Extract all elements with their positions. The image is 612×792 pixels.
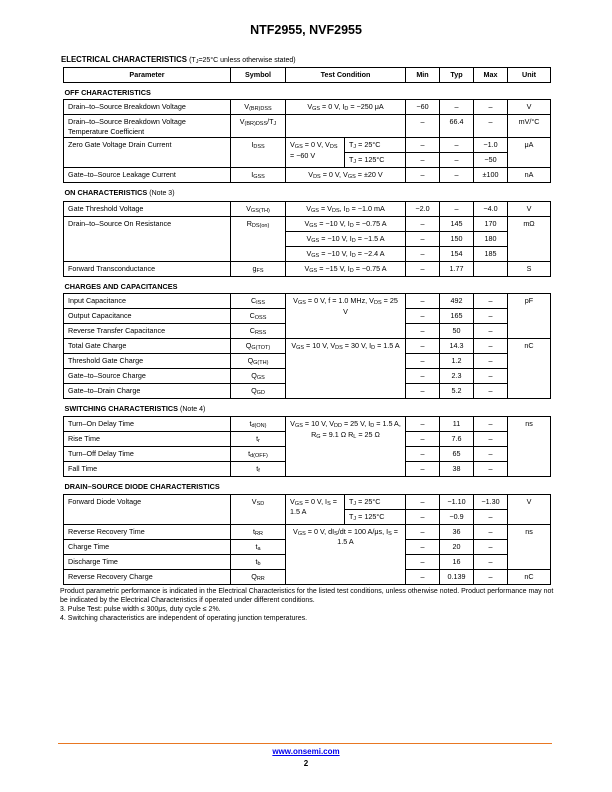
param: Gate–to–Source Leakage Current (64, 168, 231, 183)
min: – (406, 294, 440, 309)
table-row (64, 494, 551, 509)
param: Drain–to–Source Breakdown Voltage (64, 100, 231, 115)
unit: V (508, 201, 551, 216)
unit: mΩ (508, 216, 551, 261)
param: Discharge Time (64, 554, 231, 569)
min: – (406, 354, 440, 369)
footnotes (60, 587, 554, 623)
typ: 154 (440, 246, 474, 261)
param: Reverse Recovery Time (64, 524, 231, 539)
min: – (406, 509, 440, 524)
section-title-text: SWITCHING CHARACTERISTICS (64, 404, 179, 414)
footnote: Product parametric performance is indicated in the Electrical Characteristics for the listed test conditions, unless otherwise noted. Product performance may not be indicated by the Electrical Characteristics if operated under different conditions. (60, 587, 554, 604)
symbol: $C_{OSS}$ (231, 309, 286, 324)
symbol: $V_{(BR)DSS}$ (231, 100, 286, 115)
min: – (406, 554, 440, 569)
typ: 36 (440, 524, 474, 539)
max: – (474, 509, 508, 524)
sub-condition: $T_J = 25^\circ C$ (345, 494, 406, 509)
symbol: $V_{GS(TH)}$ (231, 201, 286, 216)
document-title: NTF2955, NVF2955 (250, 23, 362, 37)
col-header: Min (406, 68, 440, 83)
max: ±100 (474, 168, 508, 183)
symbol: $Q_{RR}$ (231, 569, 286, 584)
condition: $V_{GS} = 0$ V, $V_{DS} = -60$ V (286, 138, 345, 168)
typ: 492 (440, 294, 474, 309)
col-header: Test Condition (286, 68, 406, 83)
typ: – (440, 168, 474, 183)
section-title-row (64, 276, 551, 293)
sub-condition: $T_J = 125^\circ C$ (345, 509, 406, 524)
typ: −0.9 (440, 509, 474, 524)
unit: nC (508, 339, 551, 399)
max: 180 (474, 231, 508, 246)
min: – (406, 524, 440, 539)
section-heading (61, 55, 296, 66)
max: −1.0 (474, 138, 508, 153)
symbol: $I_{GSS}$ (231, 168, 286, 183)
col-header: Symbol (231, 68, 286, 83)
table-row (64, 417, 551, 432)
typ: 150 (440, 231, 474, 246)
max: 185 (474, 246, 508, 261)
footnote: 4. Switching characteristics are independent of operating junction temperatures. (60, 614, 308, 622)
unit: nA (508, 168, 551, 183)
unit: V (508, 100, 551, 115)
table-row (64, 100, 551, 115)
max (474, 261, 508, 276)
heading-note: ($T_J=25^\circ C$ unless otherwise stated) (189, 57, 296, 65)
typ: 65 (440, 447, 474, 462)
condition: $V_{GS} = -10$ V, $I_D = -2.4$ A (286, 246, 406, 261)
symbol: $R_{DS(on)}$ (231, 216, 286, 261)
max: – (474, 384, 508, 399)
typ: 5.2 (440, 384, 474, 399)
sub-condition: $T_J = 25^\circ C$ (345, 138, 406, 153)
param: Forward Transconductance (64, 261, 231, 276)
typ: 20 (440, 539, 474, 554)
min: – (406, 246, 440, 261)
max: – (474, 447, 508, 462)
typ: 50 (440, 324, 474, 339)
param: Rise Time (64, 432, 231, 447)
symbol: $t_{d(OFF)}$ (231, 447, 286, 462)
symbol: $t_{RR}$ (231, 524, 286, 539)
param: Turn–Off Delay Time (64, 447, 231, 462)
max: – (474, 309, 508, 324)
website-link[interactable]: www.onsemi.com (272, 747, 340, 756)
param: Gate–to–Source Charge (64, 369, 231, 384)
condition: $V_{GS} = 10$ V, $V_{DS} = 30$ V, $I_D = 1.5$ A (286, 339, 406, 399)
section-title (64, 183, 551, 201)
param: Drain–to–Source Breakdown Voltage Temperature Coefficient (64, 115, 231, 138)
section-title-row (64, 83, 551, 100)
param: Charge Time (64, 539, 231, 554)
max: 170 (474, 216, 508, 231)
param: Forward Diode Voltage (64, 494, 231, 524)
unit: V (508, 494, 551, 524)
min: – (406, 261, 440, 276)
max: – (474, 354, 508, 369)
max: – (474, 539, 508, 554)
min: – (406, 115, 440, 138)
table-row (64, 168, 551, 183)
param: Gate–to–Drain Charge (64, 384, 231, 399)
min: – (406, 447, 440, 462)
typ: 1.2 (440, 354, 474, 369)
unit: μA (508, 138, 551, 168)
min: – (406, 231, 440, 246)
table-row (64, 115, 551, 138)
param: Drain–to–Source On Resistance (64, 216, 231, 261)
symbol: $I_{DSS}$ (231, 138, 286, 168)
symbol: $t_b$ (231, 554, 286, 569)
param: Output Capacitance (64, 309, 231, 324)
min: – (406, 309, 440, 324)
max: −1.30 (474, 494, 508, 509)
typ: – (440, 153, 474, 168)
symbol: $V_{(BR)DSS}/T_J$ (231, 115, 286, 138)
section-note: (Note 4) (180, 406, 206, 414)
condition: $V_{GS} = 0$ V, $I_D = -250$ μA (286, 100, 406, 115)
col-header: Parameter (64, 68, 231, 83)
min: – (406, 494, 440, 509)
symbol: $Q_{G(TH)}$ (231, 354, 286, 369)
max: – (474, 324, 508, 339)
symbol: $t_{d(ON)}$ (231, 417, 286, 432)
section-title-text: ON CHARACTERISTICS (64, 188, 148, 198)
param: Zero Gate Voltage Drain Current (64, 138, 231, 168)
max: – (474, 554, 508, 569)
min: – (406, 539, 440, 554)
symbol: $V_{SD}$ (231, 494, 286, 524)
col-header: Typ (440, 68, 474, 83)
condition: $V_{GS} = 0$ V, $dI_S/dt = 100$ A/μs, $I_S = 1.5$ A (286, 524, 406, 584)
unit: nC (508, 569, 551, 584)
unit: S (508, 261, 551, 276)
typ: 0.139 (440, 569, 474, 584)
max: – (474, 432, 508, 447)
condition: $V_{GS} = 0$ V, f = 1.0 MHz, $V_{DS} = 25$ V (286, 294, 406, 339)
typ: – (440, 100, 474, 115)
typ: 2.3 (440, 369, 474, 384)
electrical-characteristics-table (63, 67, 551, 585)
min: −2.0 (406, 201, 440, 216)
table-and-notes (60, 67, 554, 623)
param: Total Gate Charge (64, 339, 231, 354)
param: Gate Threshold Voltage (64, 201, 231, 216)
min: – (406, 339, 440, 354)
symbol: $Q_{GD}$ (231, 384, 286, 399)
condition: $V_{GS} = -10$ V, $I_D = -1.5$ A (286, 231, 406, 246)
max: – (474, 462, 508, 477)
symbol: $t_a$ (231, 539, 286, 554)
symbol: $t_r$ (231, 432, 286, 447)
footnote: 3. Pulse Test: pulse width ≤ 300μs, duty cycle ≤ 2%. (60, 605, 221, 613)
col-header: Unit (508, 68, 551, 83)
param: Reverse Transfer Capacitance (64, 324, 231, 339)
table-row (64, 294, 551, 309)
table-row (64, 138, 551, 153)
condition: $V_{GS} = 10$ V, $V_{DD} = 25$ V, $I_D = 1.5$ A, $R_G = 9.1$ Ω $R_L = 25$ Ω (286, 417, 406, 477)
table-row (64, 216, 551, 231)
symbol: $g_{FS}$ (231, 261, 286, 276)
section-title: OFF CHARACTERISTICS (64, 88, 151, 97)
param: Fall Time (64, 462, 231, 477)
min: – (406, 462, 440, 477)
unit: ns (508, 417, 551, 477)
table-row (64, 339, 551, 354)
condition (286, 115, 406, 138)
min: – (406, 324, 440, 339)
sub-condition: $T_J = 125^\circ C$ (345, 153, 406, 168)
table-row (64, 524, 551, 539)
max: −50 (474, 153, 508, 168)
min: – (406, 216, 440, 231)
typ: −1.10 (440, 494, 474, 509)
typ: 145 (440, 216, 474, 231)
min: – (406, 369, 440, 384)
section-title (64, 399, 551, 417)
typ: 11 (440, 417, 474, 432)
section-title: DRAIN–SOURCE DIODE CHARACTERISTICS (64, 482, 220, 492)
condition: $V_{DS} = 0$ V, $V_{GS} = \pm 20$ V (286, 168, 406, 183)
min: – (406, 432, 440, 447)
min: – (406, 384, 440, 399)
unit: ns (508, 524, 551, 569)
unit: pF (508, 294, 551, 339)
unit: mV/°C (508, 115, 551, 138)
condition: $V_{GS} = -15$ V, $I_D = -0.75$ A (286, 261, 406, 276)
table-row (64, 261, 551, 276)
max: – (474, 294, 508, 309)
max: – (474, 369, 508, 384)
typ: – (440, 138, 474, 153)
section-title-row (64, 399, 551, 417)
max: – (474, 339, 508, 354)
max: – (474, 115, 508, 138)
max: −4.0 (474, 201, 508, 216)
max: – (474, 100, 508, 115)
max: – (474, 569, 508, 584)
typ: 14.3 (440, 339, 474, 354)
typ: 38 (440, 462, 474, 477)
param: Threshold Gate Charge (64, 354, 231, 369)
min: −60 (406, 100, 440, 115)
page-number: 2 (303, 759, 309, 768)
min: – (406, 153, 440, 168)
condition: $V_{GS} = V_{DS}$, $I_D = -1.0$ mA (286, 201, 406, 216)
symbol: $Q_{GS}$ (231, 369, 286, 384)
section-title-row (64, 183, 551, 201)
footer-divider (58, 743, 552, 744)
typ: 7.6 (440, 432, 474, 447)
param: Reverse Recovery Charge (64, 569, 231, 584)
symbol: $C_{RSS}$ (231, 324, 286, 339)
table-row (64, 201, 551, 216)
typ: 16 (440, 554, 474, 569)
max: – (474, 524, 508, 539)
max: – (474, 417, 508, 432)
condition: $V_{GS} = -10$ V, $I_D = -0.75$ A (286, 216, 406, 231)
header-row (64, 68, 551, 83)
min: – (406, 138, 440, 153)
param: Input Capacitance (64, 294, 231, 309)
typ: 165 (440, 309, 474, 324)
col-header: Max (474, 68, 508, 83)
typ: – (440, 201, 474, 216)
symbol: $C_{ISS}$ (231, 294, 286, 309)
min: – (406, 168, 440, 183)
min: – (406, 569, 440, 584)
min: – (406, 417, 440, 432)
section-title-row (64, 477, 551, 494)
typ: 66.4 (440, 115, 474, 138)
section-title: CHARGES AND CAPACITANCES (64, 281, 178, 291)
symbol: $t_f$ (231, 462, 286, 477)
section-note: (Note 3) (149, 190, 175, 198)
symbol: $Q_{G(TOT)}$ (231, 339, 286, 354)
param: Turn–On Delay Time (64, 417, 231, 432)
condition: $V_{GS} = 0$ V, $I_S = 1.5$ A (286, 494, 345, 524)
heading-text: ELECTRICAL CHARACTERISTICS (61, 55, 187, 64)
typ: 1.77 (440, 261, 474, 276)
